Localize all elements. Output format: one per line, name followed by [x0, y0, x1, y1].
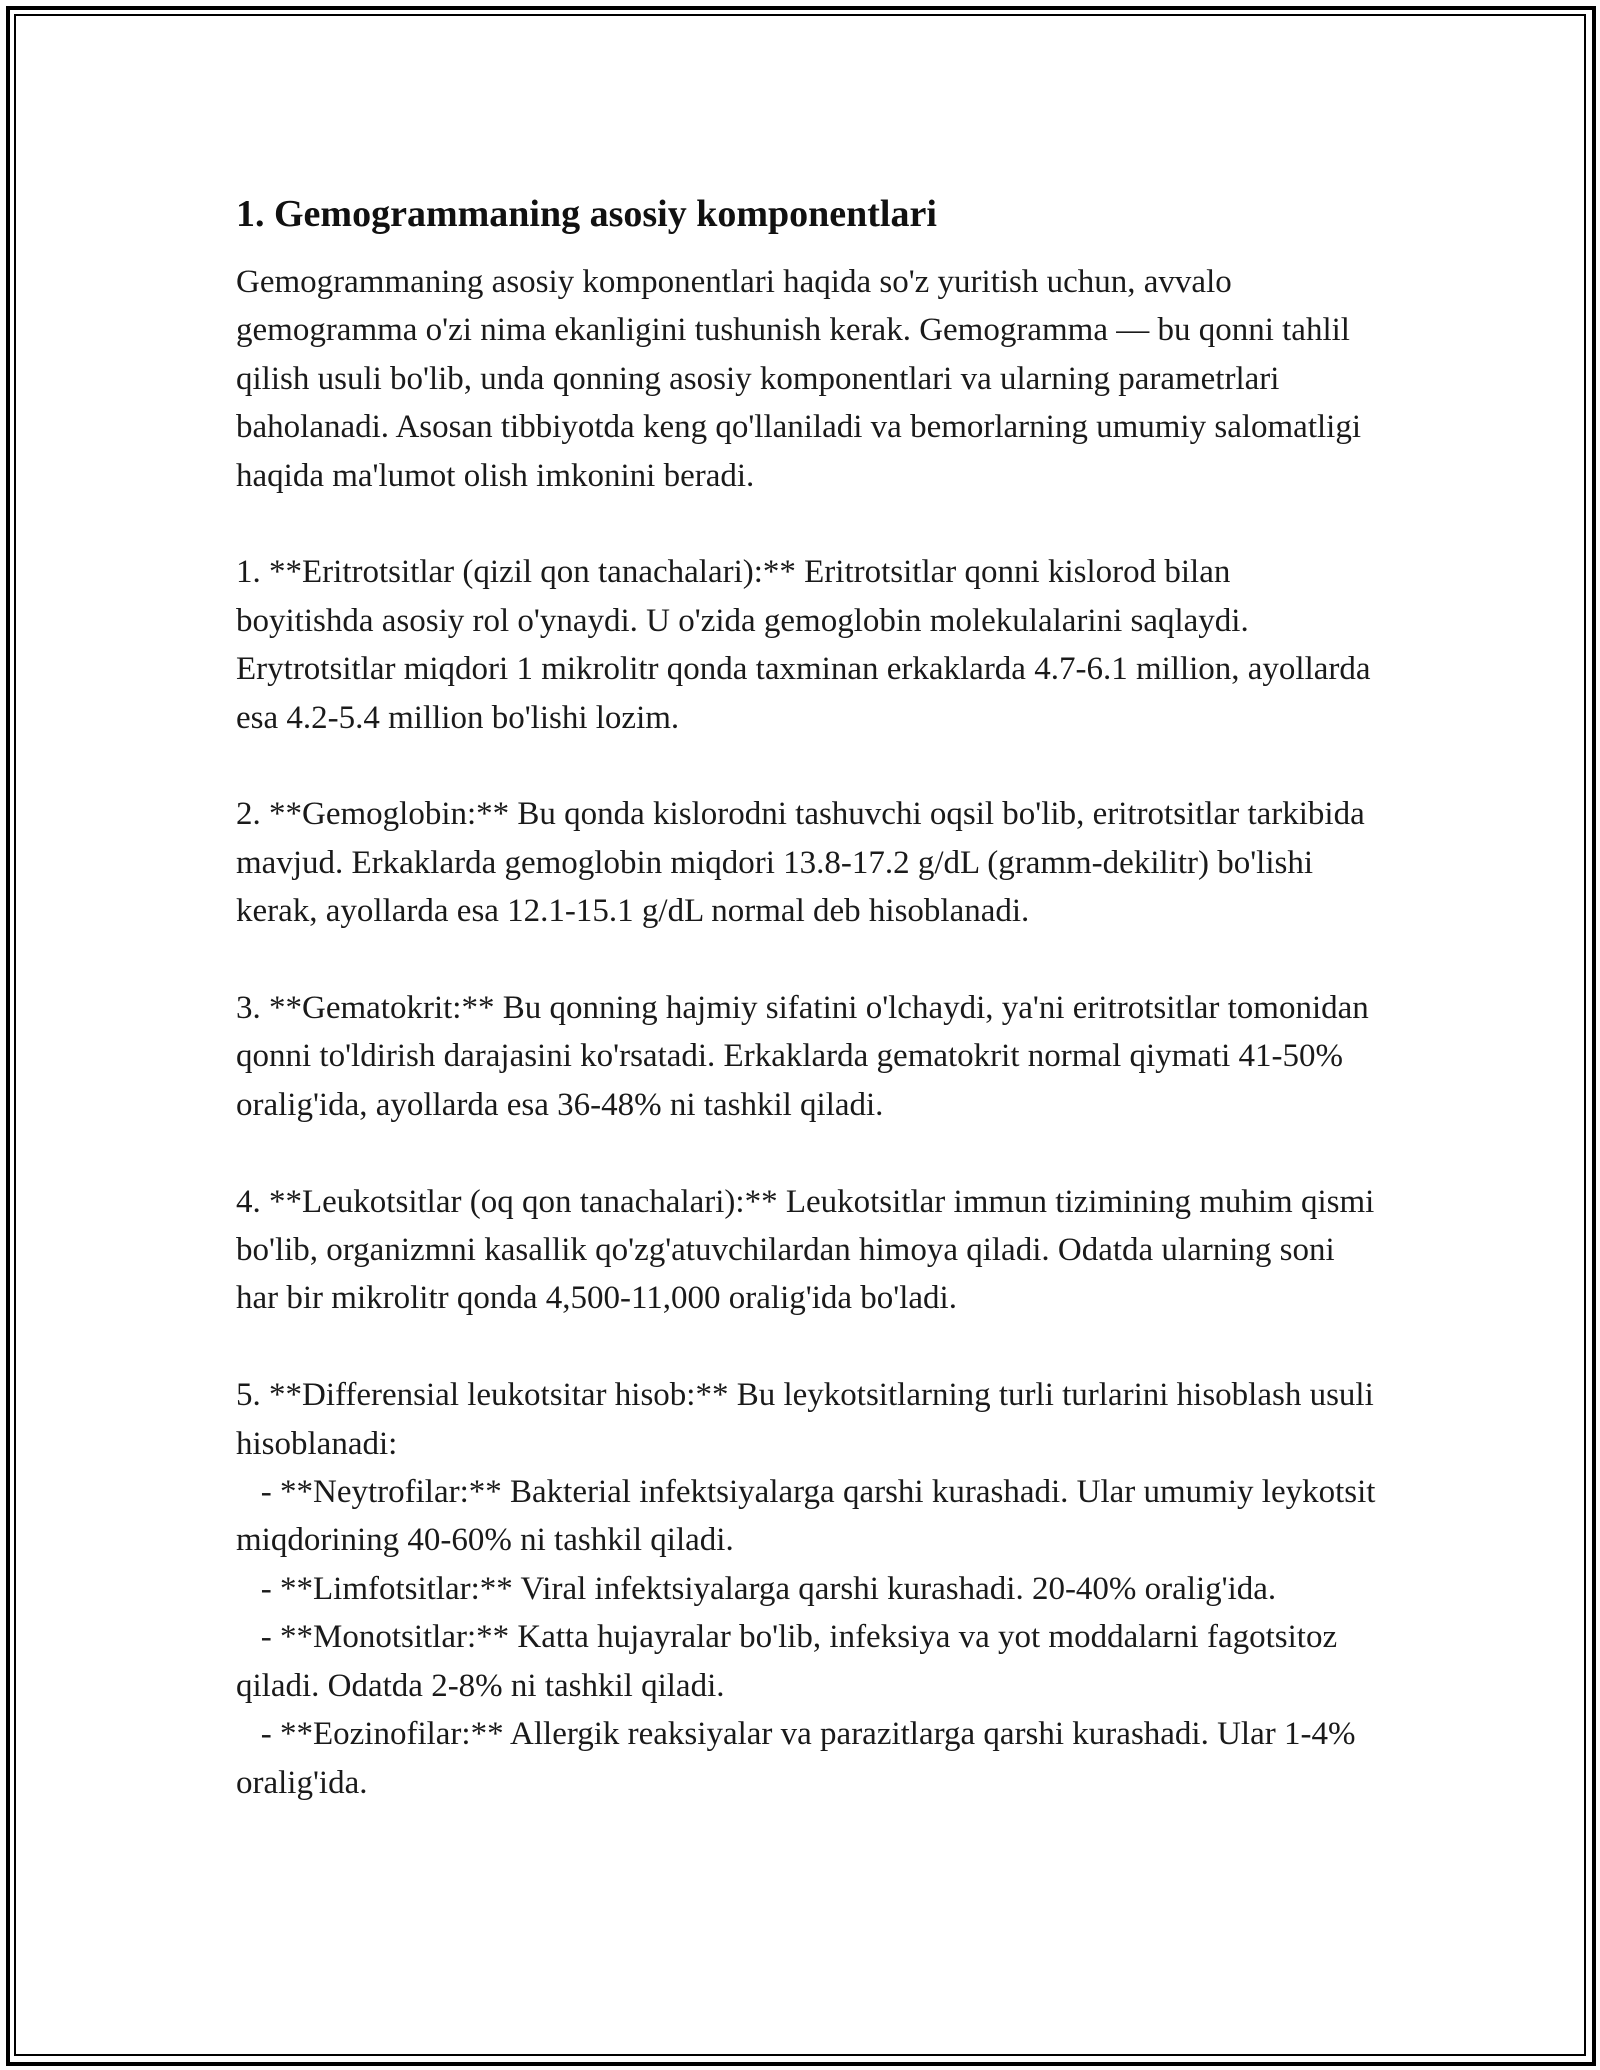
item-leukotsitlar: 4. **Leukotsitlar (oq qon tanachalari):** Leukotsitlar immun tizimining muhim qismi bo'lib, organizmni kasallik qo'zg'atuvchilardan himoya qiladi. Odatda ularning soni har bir mikrolitr qonda 4,500-11,000 oralig'ida bo'ladi. — [236, 1183, 1383, 1317]
item-eritrotsitlar: 1. **Eritrotsitlar (qizil qon tanachalari):** Eritrotsitlar qonni kislorod bilan boyitishda asosiy rol o'ynaydi. U o'zida gemoglobin molekulalarini saqlaydi. Erytrotsitlar miqdori 1 mikrolitr qonda taxminan erkaklarda 4.7-6.1 million, ayollarda esa 4.2-5.4 million bo'lishi lozim. — [236, 554, 1379, 736]
intro-paragraph: Gemogrammaning asosiy komponentlari haqida so'z yuritish uchun, avvalo gemogramma o'zi nima ekanligini tushunish kerak. Gemogramma — bu qonni tahlil qilish usuli bo'lib, unda qonning asosiy komponentlari va ularning parametrlari baholanadi. Asosan tibbiyotda keng qo'llaniladi va bemorlarning umumiy salomatligi haqida ma'lumot olish imkonini beradi. — [236, 264, 1370, 494]
item-differensial-hisob: 5. **Differensial leukotsitar hisob:** Bu leykotsitlarning turli turlarini hisoblash usuli hisoblanadi: - **Neytrofilar:** Bakterial infektsiyalarga qarshi kurashadi. Ular umumiy leykotsit miqdorining 40-60% ni tashkil qiladi. - **Limfotsitlar:** Viral infektsiyalarga qarshi kurashadi. 20-40% oralig'ida. - **Monotsitlar:** Katta hujayralar bo'lib, infeksiya va yot moddalarni fagotsitoz qiladi. Odatda 2-8% ni tashkil qiladi. - **Eozinofilar:** Allergik reaksiyalar va parazitlarga qarshi kurashadi. Ular 1-4% oralig'ida. — [236, 1377, 1376, 1801]
section-heading: 1. Gemogrammaning asosiy komponentlari — [236, 193, 937, 235]
document-body — [236, 186, 1383, 1807]
item-gematokrit: 3. **Gematokrit:** Bu qonning hajmiy sifatini o'lchaydi, ya'ni eritrotsitlar tomonidan qonni to'ldirish darajasini ko'rsatadi. Erkaklarda gematokrit normal qiymati 41-50% oralig'ida, ayollarda esa 36-48% ni tashkil qiladi. — [236, 990, 1378, 1123]
item-gemoglobin: 2. **Gemoglobin:** Bu qonda kislorodni tashuvchi oqsil bo'lib, eritrotsitlar tarkibida mavjud. Erkaklarda gemoglobin miqdori 13.8-17.2 g/dL (gramm-dekilitr) bo'lishi kerak, ayollarda esa 12.1-15.1 g/dL normal deb hisoblanadi. — [236, 796, 1373, 930]
